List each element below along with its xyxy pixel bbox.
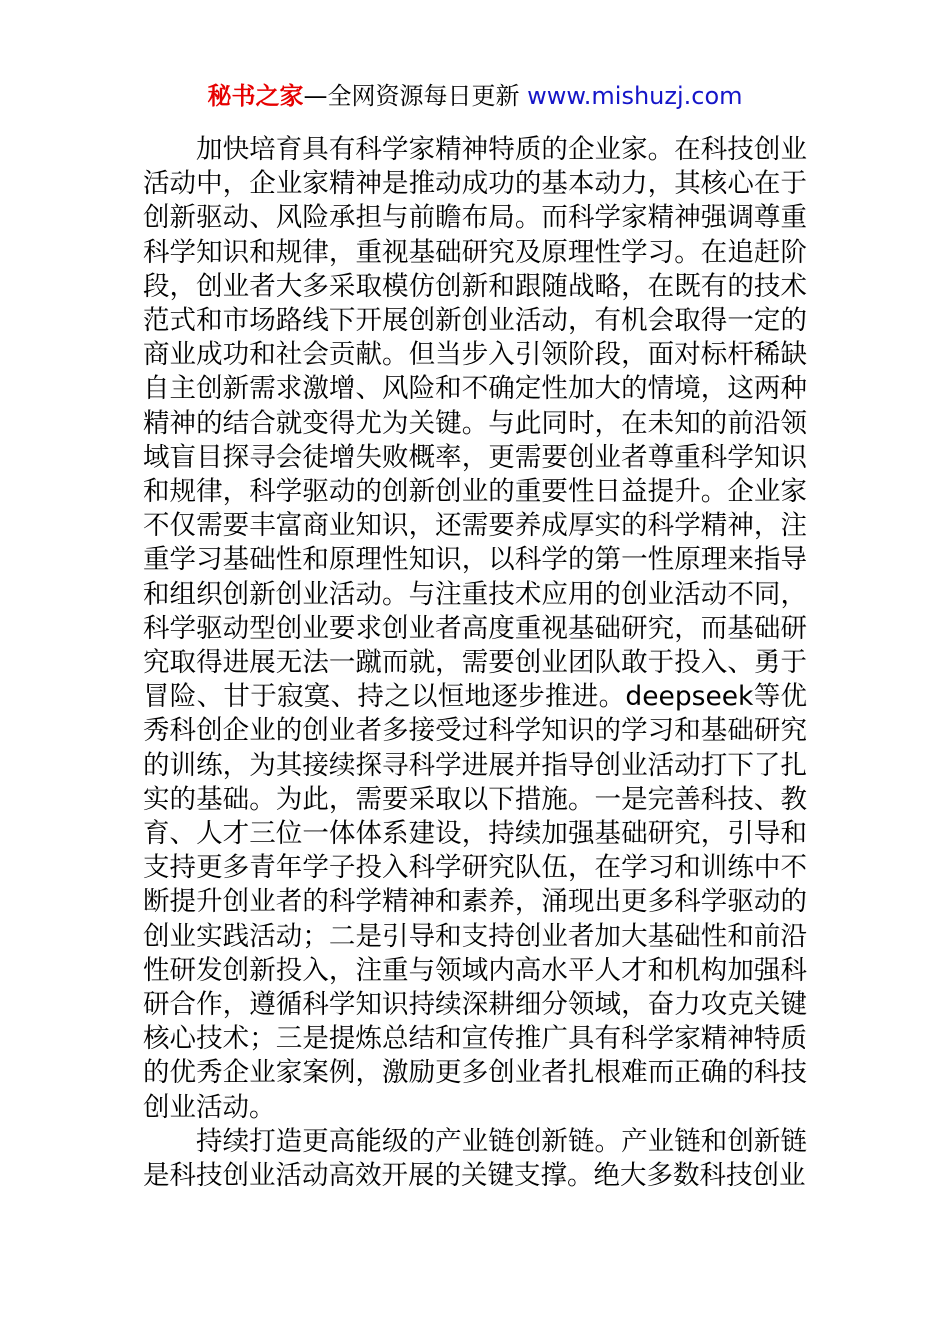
site-url-link[interactable]: www.mishuzj.com — [527, 82, 743, 110]
site-brand: 秘书之家 — [207, 82, 304, 110]
site-tagline: —全网资源每日更新 — [303, 82, 528, 110]
site-header — [0, 80, 950, 112]
paragraph-1: 加快培育具有科学家精神特质的企业家。在科技创业活动中，企业家精神是推动成功的基本动力，其核心在于创新驱动、风险承担与前瞻布局。而科学家精神强调尊重科学知识和规律，重视基础研究及原理性学习。在追赶阶段，创业者大多采取模仿创新和跟随战略，在既有的技术范式和市场路线下开展创新创业活动，有机会取得一定的商业成功和社会贡献。但当步入引领阶段，面对标杆稀缺自主创新需求激增、风险和不确定性加大的情境，这两种精神的结合就变得尤为关键。与此同时，在未知的前沿领域盲目探寻会徒增失败概率，更需要创业者尊重科学知识和规律，科学驱动的创新创业的重要性日益提升。企业家不仅需要丰富商业知识，还需要养成厚实的科学精神，注重学习基础性和原理性知识，以科学的第一性原理来指导和组织创新创业活动。与注重技术应用的创业活动不同，科学驱动型创业要求创业者高度重视基础研究，而基础研究取得进展无法一蹴而就，需要创业团队敢于投入、勇于冒险、甘于寂寞、持之以恒地逐步推进。deepseek等优秀科创企业的创业者多接受过科学知识的学习和基础研究的训练，为其接续探寻科学进展并指导创业活动打下了扎实的基础。为此，需要采取以下措施。一是完善科技、教育、人才三位一体体系建设，持续加强基础研究，引导和支持更多青年学子投入科学研究队伍，在学习和训练中不断提升创业者的科学精神和素养，涌现出更多科学驱动的创业实践活动；二是引导和支持创业者加大基础性和前沿性研发创新投入，注重与领域内高水平人才和机构加强科研合作，遵循科学知识持续深耕细分领域，奋力攻克关键核心技术；三是提炼总结和宣传推广具有科学家精神特质的优秀企业家案例，激励更多创业者扎根难而正确的科技创业活动。 — [143, 134, 807, 1123]
paragraph-2: 持续打造更高能级的产业链创新链。产业链和创新链是科技创业活动高效开展的关键支撑。绝大多数科技创业 — [143, 1125, 807, 1192]
document-body — [143, 133, 807, 1193]
